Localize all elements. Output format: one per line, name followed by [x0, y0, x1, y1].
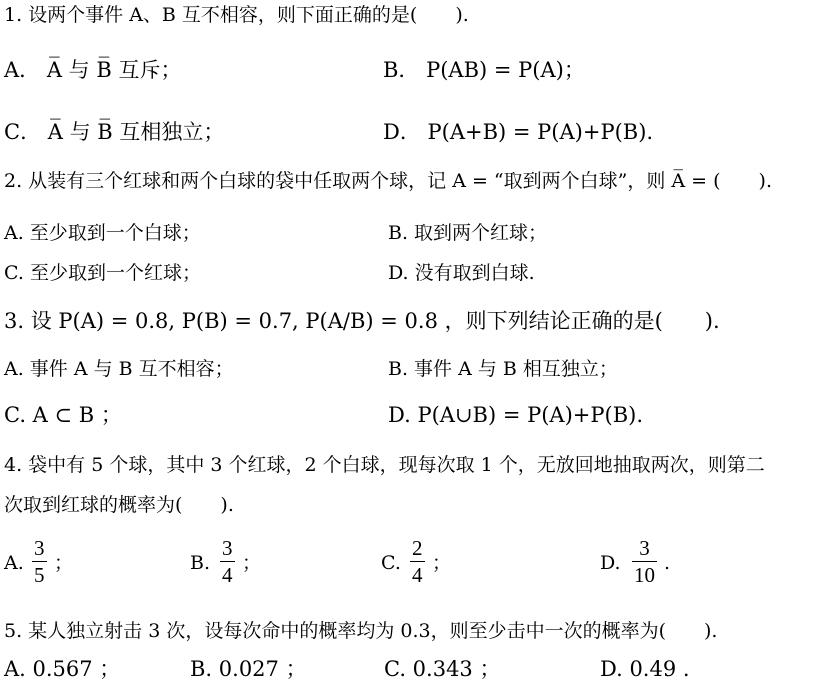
q4-option-d-end: . [664, 552, 671, 574]
q4-option-a-numerator: 3 [34, 536, 45, 560]
q5-option-c: C. 0.343 ； [384, 657, 501, 681]
q4-option-d-label: D. [600, 552, 621, 574]
q5-option-a: A. 0.567 ； [4, 657, 121, 681]
q3-option-c: C. A ⊂ B ； [4, 403, 122, 427]
q4-option-d-numerator: 3 [632, 535, 657, 562]
q3-option-d: D. P(A∪B) = P(A)+P(B). [388, 403, 643, 427]
q5-option-d: D. 0.49 . [600, 657, 690, 681]
q1-option-d: D． P(A+B) = P(A)+P(B). [383, 120, 654, 144]
q4-stem-line1: 4. 袋中有 5 个球，其中 3 个红球，2 个白球，现每次取 1 个，无放回地抽取两次，则第二 [4, 454, 765, 476]
q1-option-c: C． A̅ 与 B̅ 互相独立； [4, 120, 225, 144]
q2-stem: 2. 从装有三个红球和两个白球的袋中任取两个球，记 A = “取到两个白球”，则 A̅ = ( ). [4, 170, 772, 192]
q4-option-b-label: B. [190, 552, 211, 574]
q3-option-a: A. 事件 A 与 B 互不相容； [4, 358, 234, 380]
q4-option-a-fraction [32, 535, 47, 588]
q5-option-b: B. 0.027 ； [190, 657, 307, 681]
q4-option-a-end: ； [54, 552, 74, 574]
q2-option-a: A. 至少取到一个白球； [4, 222, 201, 244]
q4-option-c-label: C. [381, 552, 401, 574]
q1-stem: 1. 设两个事件 A、B 互不相容，则下面正确的是( ). [4, 4, 469, 26]
q4-option-c-fraction [410, 535, 425, 588]
q1-option-b: B． P(AB) = P(A)； [383, 58, 585, 82]
q2-option-d: D. 没有取到白球. [388, 262, 535, 284]
q3-option-b: B. 事件 A 与 B 相互独立； [388, 358, 618, 380]
q2-option-b: B. 取到两个红球； [388, 222, 548, 244]
q4-option-b-end: ； [242, 552, 262, 574]
q4-option-c-numerator: 2 [412, 536, 423, 560]
q2-option-c: C. 至少取到一个红球； [4, 262, 201, 284]
q3-stem: 3. 设 P(A) = 0.8, P(B) = 0.7, P(A/B) = 0.8 ，则下列结论正确的是( ). [4, 309, 720, 333]
q5-stem: 5. 某人独立射击 3 次，设每次命中的概率均为 0.3，则至少击中一次的概率为( ). [4, 620, 718, 642]
q4-option-d-denominator: 10 [634, 563, 655, 587]
q4-option-b-fraction [220, 535, 235, 588]
q4-option-c-denominator: 4 [412, 563, 423, 587]
q4-option-b-numerator: 3 [222, 536, 233, 560]
q4-stem-line2: 次取到红球的概率为( ). [4, 494, 234, 516]
q1-option-a: A． A̅ 与 B̅ 互斥； [4, 58, 182, 82]
q4-option-a-label: A. [4, 552, 24, 574]
q4-option-d-fraction [632, 535, 657, 588]
q4-option-b-denominator: 4 [222, 563, 233, 587]
q4-option-c-end: ； [432, 552, 452, 574]
q4-option-a-denominator: 5 [34, 563, 45, 587]
